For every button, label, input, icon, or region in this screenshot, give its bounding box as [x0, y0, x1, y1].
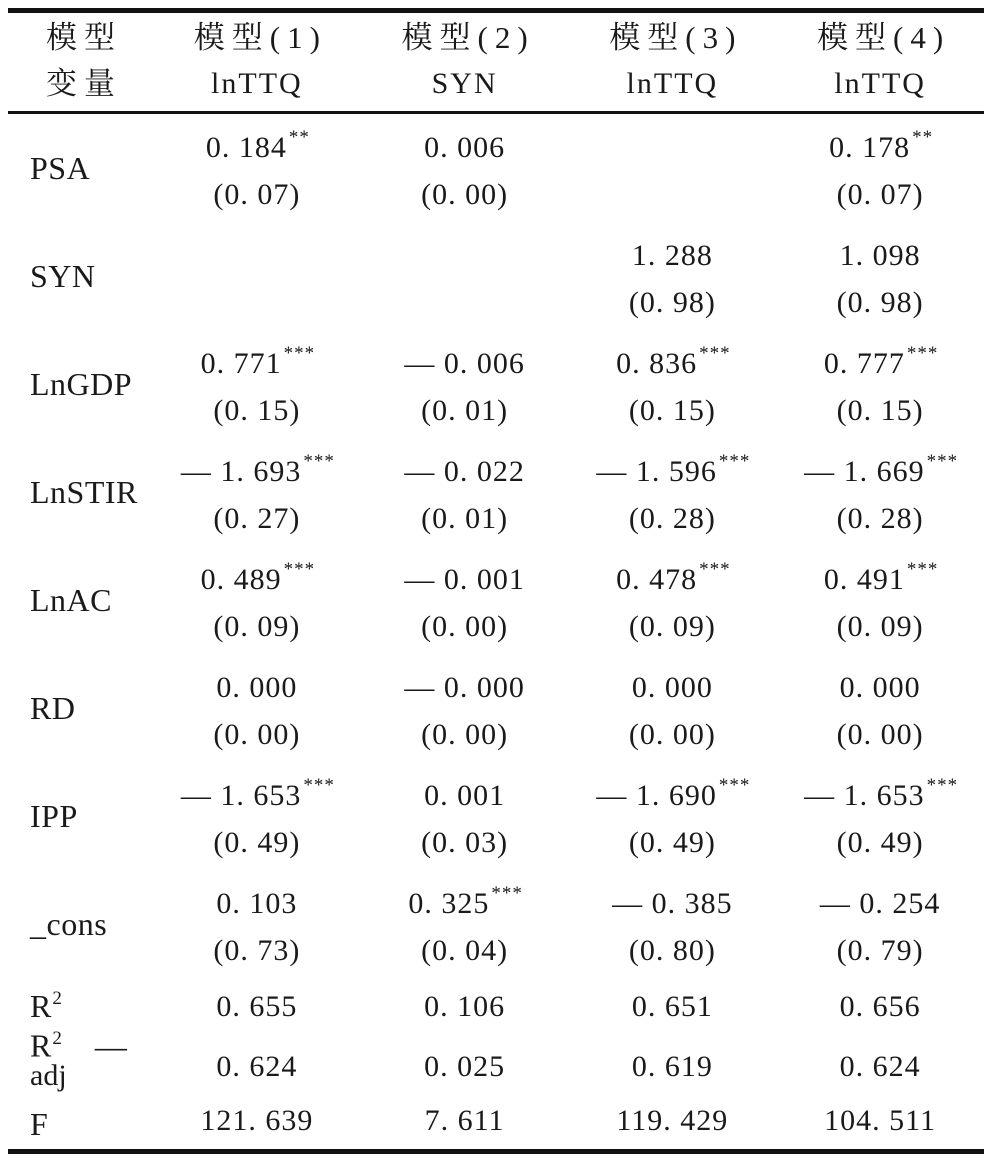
coefficient — [361, 654, 569, 708]
coef-se-cell — [776, 438, 984, 546]
coefficient — [569, 114, 777, 168]
table-row-rd — [8, 654, 984, 762]
significance-stars: *** — [303, 451, 335, 472]
standard-error: (0. 28) — [836, 502, 924, 535]
coefficient — [776, 762, 984, 816]
table-row-f — [8, 1092, 984, 1149]
standard-error: (0. 80) — [628, 934, 716, 967]
r2adj-value: 0. 624 — [216, 1050, 298, 1084]
standard-error: (0. 49) — [213, 826, 301, 859]
significance-stars: *** — [906, 343, 939, 364]
r2-exponent: 2 — [52, 988, 62, 1010]
coefficient — [153, 114, 361, 168]
standard-error: (0. 79) — [836, 934, 924, 967]
regression-table — [8, 8, 984, 1154]
coefficient — [153, 546, 361, 600]
f-value: 119. 429 — [616, 1103, 729, 1137]
header-col-model1 — [153, 15, 361, 107]
coefficient — [153, 762, 361, 816]
r2adj-base: R — [30, 1027, 52, 1064]
coef-se-cell — [569, 438, 777, 546]
coefficient-value: 0. 777 — [823, 347, 905, 380]
standard-error: (0. 00) — [421, 610, 509, 643]
row-label-r2adj — [8, 1025, 153, 1090]
coefficient-value: 0. 489 — [200, 563, 282, 596]
significance-stars: *** — [718, 451, 751, 472]
standard-error: (0. 01) — [421, 394, 509, 427]
standard-error: (0. 07) — [213, 178, 301, 211]
coefficient — [569, 330, 777, 384]
coefficient — [361, 546, 569, 600]
r2adj-dash: — — [94, 1027, 127, 1064]
header-col-model2 — [361, 15, 569, 107]
significance-stars: *** — [283, 343, 316, 364]
coefficient — [776, 222, 984, 276]
coef-se-cell — [361, 114, 569, 222]
r2adj-value: 0. 619 — [631, 1050, 713, 1084]
coef-se-cell — [153, 114, 361, 222]
coefficient-value: 1. 098 — [839, 239, 921, 272]
coefficient-value: — 0. 254 — [819, 887, 941, 920]
row-label: PSA — [30, 149, 91, 186]
standard-error: (0. 49) — [628, 826, 716, 859]
coefficient-value: 0. 836 — [616, 347, 698, 380]
coef-se-cell — [569, 114, 777, 222]
coefficient — [153, 330, 361, 384]
significance-stars: *** — [303, 775, 335, 796]
standard-error: (0. 49) — [836, 826, 924, 859]
r2-value: 0. 106 — [424, 989, 506, 1023]
coef-se-cell — [153, 222, 361, 330]
coefficient-value: 0. 771 — [200, 347, 282, 380]
table-row-psa — [8, 114, 984, 222]
coef-se-cell — [776, 222, 984, 330]
significance-stars: *** — [491, 883, 523, 904]
coef-se-cell — [153, 438, 361, 546]
coefficient — [569, 438, 777, 492]
coef-se-cell — [361, 762, 569, 870]
coefficient-value: — 0. 006 — [404, 347, 525, 380]
coef-se-cell — [776, 330, 984, 438]
table-row-syn — [8, 222, 984, 330]
coefficient-value: — 1. 653 — [180, 779, 302, 812]
table-row-r2 — [8, 978, 984, 1035]
r2adj-subscript: adj — [30, 1058, 67, 1092]
coefficient — [153, 870, 361, 924]
header-model1-dv: lnTTQ — [211, 67, 303, 100]
table-row-ipp — [8, 762, 984, 870]
coef-se-cell — [776, 870, 984, 978]
header-model1-title: 模型(1) — [193, 20, 327, 55]
coefficient — [776, 654, 984, 708]
coefficient-value: 0. 000 — [631, 671, 713, 704]
r2-value: 0. 651 — [631, 989, 713, 1023]
significance-stars: *** — [906, 559, 939, 580]
table-row-lnac — [8, 546, 984, 654]
header-model-label: 模型 — [46, 20, 122, 55]
header-model4-title: 模型(4) — [817, 20, 951, 55]
header-model4-dv: lnTTQ — [834, 67, 926, 100]
f-value: 121. 639 — [200, 1103, 314, 1137]
coefficient — [361, 114, 569, 168]
coef-se-cell — [776, 654, 984, 762]
coefficient-value: 0. 178 — [829, 131, 911, 164]
coef-se-cell — [361, 654, 569, 762]
coef-se-cell — [776, 114, 984, 222]
standard-error: (0. 73) — [213, 934, 301, 967]
coefficient — [153, 438, 361, 492]
r2-base: R — [30, 988, 52, 1024]
header-variable-label: 变量 — [46, 66, 122, 101]
significance-stars: *** — [926, 775, 959, 796]
coef-se-cell — [569, 870, 777, 978]
coef-se-cell — [361, 870, 569, 978]
r2-value: 0. 655 — [216, 989, 298, 1023]
header-model3-dv: lnTTQ — [626, 67, 719, 100]
coefficient-value: 0. 006 — [424, 131, 506, 164]
coef-se-cell — [569, 654, 777, 762]
coef-se-cell — [153, 546, 361, 654]
table-header — [8, 13, 984, 114]
coefficient-value: — 1. 669 — [804, 455, 925, 488]
coef-se-cell — [361, 546, 569, 654]
header-col-model3 — [569, 15, 777, 107]
standard-error: (0. 03) — [421, 826, 509, 859]
coefficient — [361, 870, 569, 924]
significance-stars: ** — [288, 127, 310, 148]
row-label: IPP — [30, 797, 78, 834]
standard-error — [153, 276, 361, 330]
r2adj-value: 0. 624 — [839, 1050, 921, 1084]
coefficient — [776, 330, 984, 384]
row-label-f: F — [30, 1106, 48, 1142]
header-model2-title: 模型(2) — [401, 20, 535, 55]
row-label: _cons — [30, 905, 108, 942]
coefficient — [776, 114, 984, 168]
standard-error: (0. 28) — [628, 502, 716, 535]
standard-error: (0. 09) — [836, 610, 924, 643]
standard-error — [361, 276, 569, 330]
coefficient-value: — 0. 001 — [404, 563, 525, 596]
row-label: SYN — [30, 257, 96, 294]
coefficient — [569, 870, 777, 924]
standard-error: (0. 00) — [421, 178, 509, 211]
coefficient-value: — 1. 690 — [596, 779, 717, 812]
coef-se-cell — [569, 330, 777, 438]
row-label: LnSTIR — [30, 473, 138, 510]
coefficient — [776, 438, 984, 492]
coefficient — [361, 222, 569, 276]
coef-se-cell — [153, 330, 361, 438]
coefficient-value: 0. 000 — [839, 671, 921, 704]
coef-se-cell — [361, 438, 569, 546]
significance-stars: *** — [699, 343, 731, 364]
standard-error: (0. 98) — [628, 286, 716, 319]
coef-se-cell — [361, 222, 569, 330]
significance-stars: *** — [699, 559, 731, 580]
table-row-cons — [8, 870, 984, 978]
header-model2-dv: SYN — [431, 67, 498, 100]
r2-value: 0. 656 — [839, 989, 921, 1023]
standard-error: (0. 01) — [421, 502, 509, 535]
row-label: RD — [30, 689, 76, 726]
header-col-model4 — [776, 15, 984, 107]
standard-error: (0. 07) — [836, 178, 924, 211]
coefficient-value: 0. 184 — [205, 131, 287, 164]
table-row-r2adj — [8, 1027, 984, 1092]
coefficient — [569, 762, 777, 816]
coefficient — [361, 438, 569, 492]
coefficient-value: — 0. 022 — [404, 455, 525, 488]
coefficient — [153, 222, 361, 276]
standard-error: (0. 00) — [421, 718, 509, 751]
coefficient-value: 0. 000 — [216, 671, 298, 704]
coefficient — [569, 222, 777, 276]
coefficient — [361, 330, 569, 384]
coefficient — [153, 654, 361, 708]
standard-error — [569, 168, 777, 222]
coef-se-cell — [776, 762, 984, 870]
standard-error: (0. 15) — [836, 394, 924, 427]
coef-se-cell — [776, 546, 984, 654]
coefficient-value: — 0. 385 — [612, 887, 733, 920]
coef-se-cell — [569, 222, 777, 330]
coef-se-cell — [153, 762, 361, 870]
header-model3-title: 模型(3) — [609, 20, 743, 55]
coefficient — [361, 762, 569, 816]
table-row-lnstir — [8, 438, 984, 546]
coefficient-value: 0. 478 — [616, 563, 698, 596]
significance-stars: ** — [912, 127, 934, 148]
standard-error: (0. 98) — [836, 286, 924, 319]
row-label: LnAC — [30, 581, 112, 618]
coef-se-cell — [153, 870, 361, 978]
significance-stars: *** — [926, 451, 959, 472]
standard-error: (0. 09) — [213, 610, 301, 643]
standard-error: (0. 15) — [628, 394, 716, 427]
significance-stars: *** — [718, 775, 751, 796]
coefficient-value: 0. 325 — [408, 887, 490, 920]
f-value: 7. 611 — [424, 1103, 505, 1137]
coef-se-cell — [569, 762, 777, 870]
coef-se-cell — [361, 330, 569, 438]
coefficient-value: — 1. 596 — [596, 455, 717, 488]
standard-error: (0. 09) — [628, 610, 716, 643]
coefficient-value: — 1. 653 — [804, 779, 925, 812]
coefficient-value: 0. 491 — [823, 563, 905, 596]
row-label-r2 — [8, 988, 153, 1025]
significance-stars: *** — [283, 559, 316, 580]
standard-error: (0. 00) — [628, 718, 716, 751]
coefficient — [569, 654, 777, 708]
coefficient-value: — 1. 693 — [180, 455, 302, 488]
coefficient — [569, 546, 777, 600]
coef-se-cell — [569, 546, 777, 654]
coefficient-value: 1. 288 — [631, 239, 713, 272]
r2adj-exponent: 2 — [52, 1028, 62, 1049]
coef-se-cell — [153, 654, 361, 762]
header-corner — [8, 15, 153, 107]
standard-error: (0. 04) — [421, 934, 509, 967]
standard-error: (0. 27) — [213, 502, 301, 535]
coefficient-value: — 0. 000 — [404, 671, 525, 704]
coefficient — [776, 546, 984, 600]
row-label: LnGDP — [30, 365, 133, 402]
standard-error: (0. 00) — [836, 718, 924, 751]
table-row-lngdp — [8, 330, 984, 438]
coefficient-value: 0. 001 — [424, 779, 506, 812]
f-value: 104. 511 — [824, 1103, 937, 1137]
standard-error: (0. 15) — [213, 394, 301, 427]
standard-error: (0. 00) — [213, 718, 301, 751]
r2adj-value: 0. 025 — [424, 1050, 506, 1084]
coefficient-value: 0. 103 — [216, 887, 298, 920]
coefficient — [776, 870, 984, 924]
